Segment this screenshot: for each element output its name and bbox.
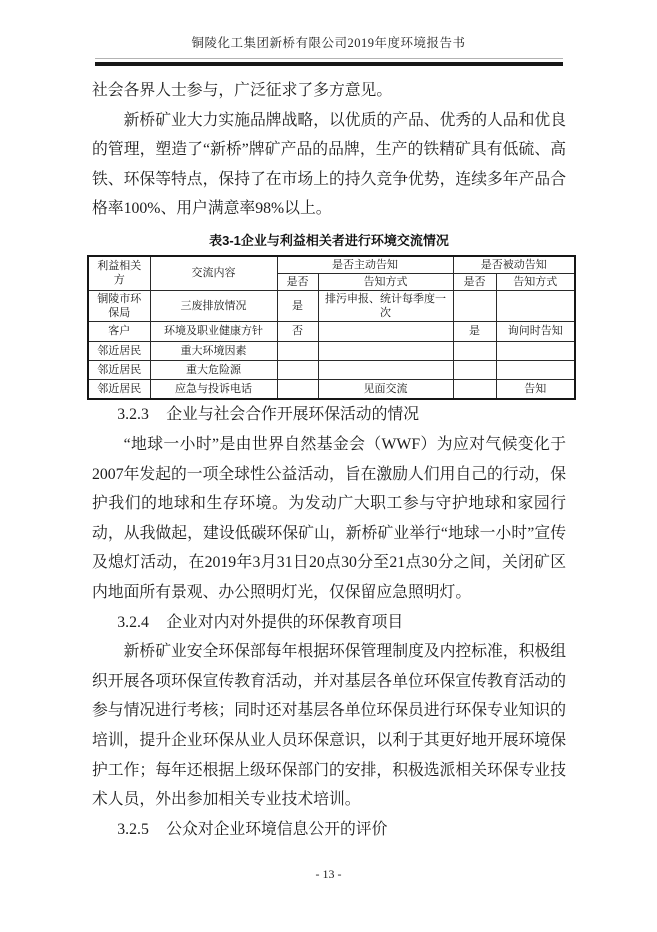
table-cell: 重大环境因素 (150, 341, 277, 360)
section-title: 公众对企业环境信息公开的评价 (166, 820, 388, 838)
table-cell (277, 360, 318, 379)
section-heading-324 (92, 608, 566, 638)
table-cell: 三废排放情况 (150, 290, 277, 321)
table-cell: 告知 (496, 379, 575, 399)
table-cell: 重大危险源 (150, 360, 277, 379)
table-title: 表3-1企业与利益相关者进行环境交流情况 (209, 232, 449, 248)
table-row (88, 379, 575, 399)
table-header-active-yesno: 是否 (277, 273, 318, 290)
table-cell (453, 290, 496, 321)
header-title: 铜陵化工集团新桥有限公司2019年度环境报告书 (191, 36, 466, 50)
document-body (0, 66, 657, 844)
table-cell: 铜陵市环保局 (88, 290, 150, 321)
table-cell (496, 341, 575, 360)
table-body (88, 290, 575, 399)
table-cell (496, 290, 575, 321)
section-heading-323 (92, 400, 566, 430)
table-header-stakeholder: 利益相关方 (88, 256, 150, 291)
stakeholder-communication-table (87, 255, 576, 401)
table-cell (318, 321, 453, 341)
table-cell (496, 360, 575, 379)
table-cell (277, 341, 318, 360)
paragraph-education: 新桥矿业安全环保部每年根据环保管理制度及内控标准，积极组织开展各项环保宣传教育活动，并对基层各单位环保宣传教育活动的参与情况进行考核；同时还对基层各单位环保员进行环保专业知识的培训，提升企业环保从业人员环保意识，以利于其更好地开展环境保护工作；每年还根据上级环保部门的安排，积极选派相关环保专业技术人员，外出参加相关专业技术培训。 (92, 643, 566, 809)
table-cell: 环境及职业健康方针 (150, 321, 277, 341)
section-title: 企业对内对外提供的环保教育项目 (166, 613, 404, 631)
table-header-passive-yesno: 是否 (453, 273, 496, 290)
table-cell: 邻近居民 (88, 341, 150, 360)
table-cell (453, 379, 496, 399)
table-row (88, 360, 575, 379)
table-row (88, 341, 575, 360)
section-heading-325 (92, 815, 566, 845)
paragraph-earth-hour: “地球一小时”是由世界自然基金会（WWF）为应对气候变化于2007年发起的一项全球性公益活动，旨在激励人们用自己的行动，保护我们的地球和生存环境。为发动广大职工参与守护地球和家园行动，从我做起，建设低碳环保矿山，新桥矿业举行“地球一小时”宣传及熄灯活动，在2019年3月31日20点30分至21点30分之间，关闭矿区内地面所有景观、办公照明灯光，仅保留应急照明灯。 (92, 436, 566, 602)
section-title: 企业与社会合作开展环保活动的情况 (166, 406, 419, 424)
table-header-row-1 (88, 256, 575, 274)
table-cell: 是 (277, 290, 318, 321)
table-cell (453, 341, 496, 360)
table-row (88, 321, 575, 341)
paragraph-brand: 新桥矿业大力实施品牌战略，以优质的产品、优秀的人品和优良的管理，塑造了“新桥”牌矿产品的品牌，生产的铁精矿具有低硫、高铁、环保等特点，保持了在市场上的持久竞争优势，连续多年产品合格率100%、用户满意率98%以上。 (92, 111, 566, 218)
header-rule (95, 58, 563, 66)
table-cell (453, 360, 496, 379)
table-head (88, 256, 575, 291)
table-header-content: 交流内容 (150, 256, 277, 291)
table-cell: 邻近居民 (88, 379, 150, 399)
table-cell: 是 (453, 321, 496, 341)
paragraph-intro: 社会各界人士参与，广泛征求了多方意见。 (92, 82, 393, 99)
table-header-passive-method: 告知方式 (496, 273, 575, 290)
table-cell: 否 (277, 321, 318, 341)
section-number: 3.2.3 (117, 406, 149, 424)
table-cell: 询问时告知 (496, 321, 575, 341)
table-row (88, 290, 575, 321)
table-cell: 应急与投诉电话 (150, 379, 277, 399)
section-number: 3.2.4 (117, 613, 149, 631)
page-number: - 13 - (315, 867, 342, 881)
table-cell: 邻近居民 (88, 360, 150, 379)
table-cell: 排污申报、统计每季度一次 (318, 290, 453, 321)
section-number: 3.2.5 (117, 820, 149, 838)
table-cell: 客户 (88, 321, 150, 341)
table-cell: 见面交流 (318, 379, 453, 399)
table-header-active-method: 告知方式 (318, 273, 453, 290)
table-cell (318, 341, 453, 360)
table-header-passive-notice: 是否被动告知 (453, 256, 575, 274)
table-header-active-notice: 是否主动告知 (277, 256, 453, 274)
table-cell (277, 379, 318, 399)
table-cell (318, 360, 453, 379)
page-header (0, 0, 657, 66)
